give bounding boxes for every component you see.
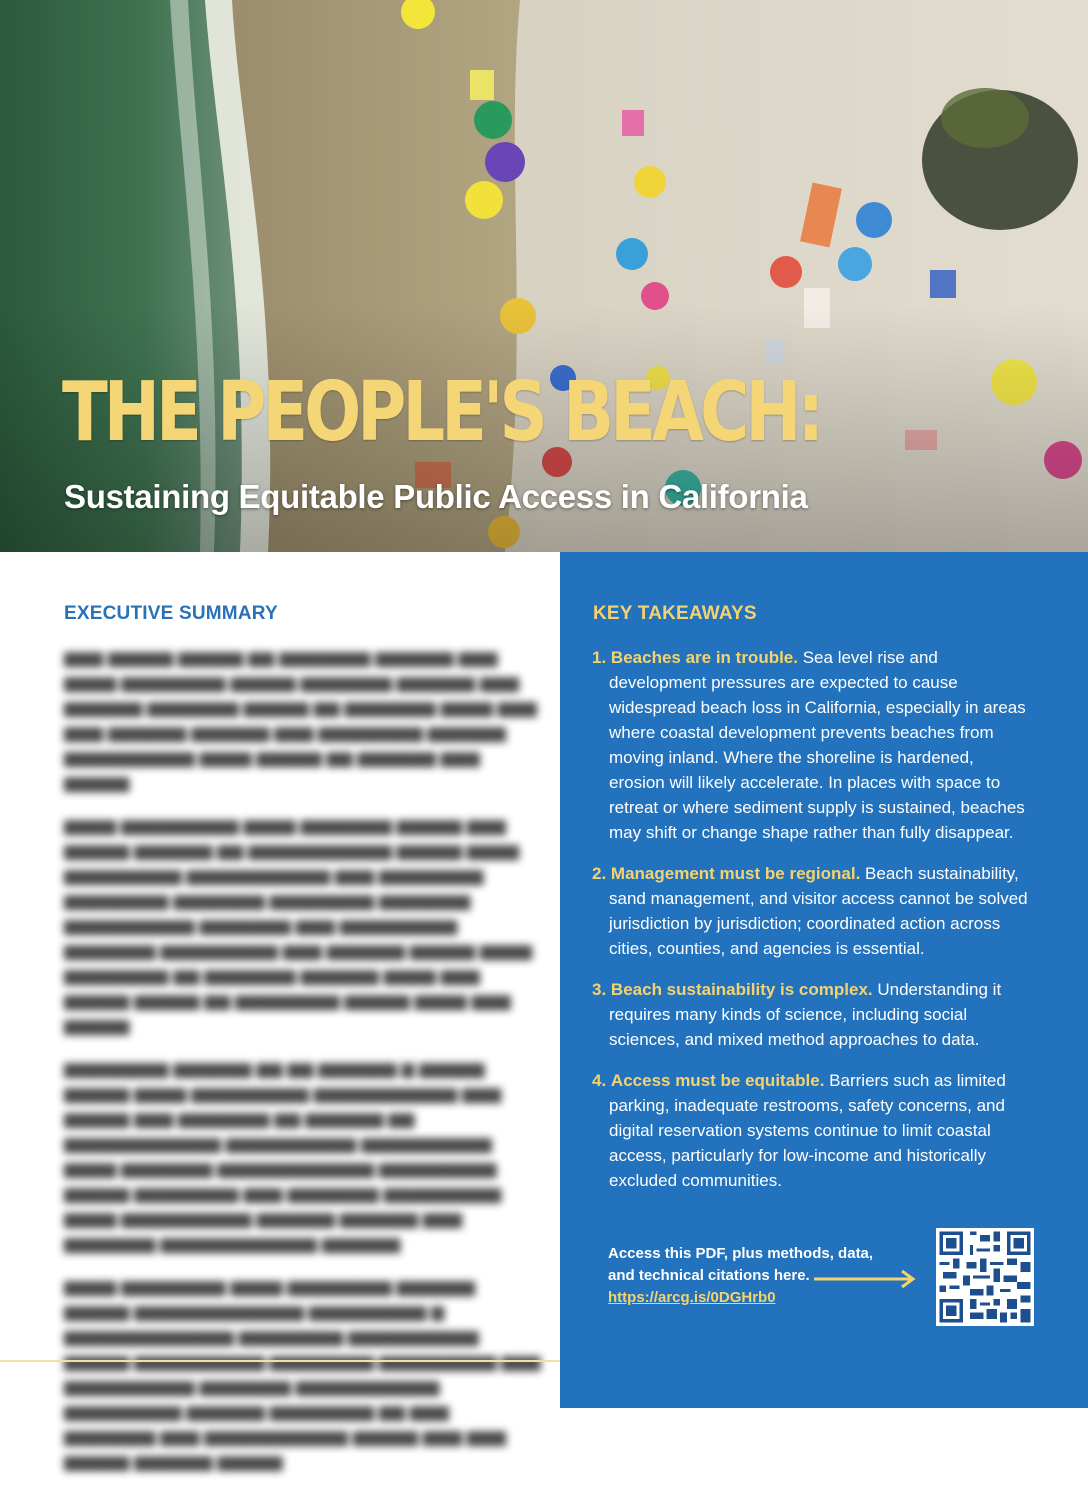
takeaway-item (590, 977, 1030, 1052)
report-title: THE PEOPLE'S BEACH: (62, 365, 821, 460)
takeaway-number: 3. (592, 980, 607, 999)
takeaway-text: Beach sustainability, sand management, and visitor access cannot be solved jurisdiction by jurisdiction; coordinated action across cities, counties, and agencies is essential. (609, 864, 1028, 958)
takeaway-text: Understanding it requires many kinds of science, including social sciences, and mixed method approaches to data. (609, 980, 1002, 1049)
takeaway-lead: Management must be regional. (610, 864, 861, 883)
qr-code-icon[interactable] (936, 1228, 1034, 1326)
takeaway-item (590, 645, 1030, 845)
executive-summary-heading: EXECUTIVE SUMMARY (64, 603, 278, 624)
takeaway-lead: Access must be equitable. (610, 1071, 825, 1090)
takeaway-number: 1. (592, 648, 607, 667)
key-takeaways-heading: KEY TAKEAWAYS (593, 603, 757, 624)
takeaway-number: 2. (592, 864, 607, 883)
takeaway-text: Barriers such as limited parking, inadequate restrooms, safety concerns, and digital reservation systems continue to limit coastal access, particularly for low-income and historically excluded communities. (609, 1071, 1006, 1190)
takeaway-text: Sea level rise and development pressures are expected to cause widespread beach loss in California, especially in areas where coastal development prevents beaches from moving inland. Where the shoreline is hardened, erosion will likely accelerate. In places with space to retreat or where sediment supply is sustained, beaches may shift or change shape rather than fully disappear. (609, 648, 1026, 842)
access-line-1: Access this PDF, plus methods, data, (608, 1245, 874, 1262)
bottom-divider (0, 1360, 560, 1362)
hero-photo (0, 0, 1088, 552)
report-subtitle: Sustaining Equitable Public Access in California (64, 478, 808, 515)
executive-summary-body-redacted: ▆▆▆ ▆▆▆▆▆ ▆▆▆▆▆ ▆▆ ▆▆▆▆▆▆▆ ▆▆▆▆▆▆ ▆▆▆ ▆▆▆▆ ▆▆▆▆▆▆▆▆ ▆▆▆▆▆ ▆▆▆▆▆▆▆ ▆▆▆▆▆▆ ▆▆▆ ▆▆▆▆▆▆ ▆▆▆▆▆▆▆ ▆▆▆▆▆ ▆▆ ▆▆▆▆▆▆▆ ▆▆▆▆ ▆▆▆ ▆▆▆ ▆▆▆▆▆▆ ▆▆▆▆▆▆ ▆▆▆ ▆▆▆▆▆▆▆▆ ▆▆▆▆▆▆ ▆▆▆▆▆▆▆▆▆▆ ▆▆▆▆ ▆▆▆▆▆ ▆▆ ▆▆▆▆▆▆ ▆▆▆ ▆▆▆▆▆ ▆▆▆▆ ▆▆▆▆▆▆▆▆▆ ▆▆▆▆ ▆▆▆▆▆▆▆ ▆▆▆▆▆ ▆▆▆ ▆▆▆▆▆ ▆▆▆▆▆▆ ▆▆ ▆▆▆▆▆▆▆▆▆▆▆ ▆▆▆▆▆ ▆▆▆▆ ▆▆▆▆▆▆▆▆▆ ▆▆▆▆▆▆▆▆▆▆▆ ▆▆▆ ▆▆▆▆▆▆▆▆ ▆▆▆▆▆▆▆▆ ▆▆▆▆▆▆▆ ▆▆▆▆▆▆▆▆ ▆▆▆▆▆▆▆ ▆▆▆▆▆▆▆▆▆▆ ▆▆▆▆▆▆▆ ▆▆▆ ▆▆▆▆▆▆▆▆▆ ▆▆▆▆▆▆▆ ▆▆▆▆▆▆▆▆▆ ▆▆▆ ▆▆▆▆▆▆ ▆▆▆▆▆ ▆▆▆▆ ▆▆▆▆▆▆▆▆ ▆▆ ▆▆▆▆▆▆▆ ▆▆▆▆▆▆ ▆▆▆▆ ▆▆▆ ▆▆▆▆▆ ▆▆▆▆▆ ▆▆ ▆▆▆▆▆▆▆▆ ▆▆▆▆▆ ▆▆▆▆ ▆▆▆ ▆▆▆▆▆ ▆▆▆▆▆▆▆▆ ▆▆▆▆▆▆ ▆▆ ▆▆ ▆▆▆▆▆▆ ▆ ▆▆▆▆▆ ▆▆▆▆▆ ▆▆▆▆ ▆▆▆▆▆▆▆▆▆ ▆▆▆▆▆▆▆▆▆▆▆ ▆▆▆ ▆▆▆▆▆ ▆▆▆ ▆▆▆▆▆▆▆ ▆▆ ▆▆▆▆▆▆ ▆▆ ▆▆▆▆▆▆▆▆▆▆▆▆ ▆▆▆▆▆▆▆▆▆▆ ▆▆▆▆▆▆▆▆▆▆ ▆▆▆▆ ▆▆▆▆▆▆▆ ▆▆▆▆▆▆▆▆▆▆▆▆ ▆▆▆▆▆▆▆▆▆ ▆▆▆▆▆ ▆▆▆▆▆▆▆▆ ▆▆▆ ▆▆▆▆▆▆▆ ▆▆▆▆▆▆▆▆▆ ▆▆▆▆ ▆▆▆▆▆▆▆▆▆▆ ▆▆▆▆▆▆ ▆▆▆▆▆▆ ▆▆▆ ▆▆▆▆▆▆▆ ▆▆▆▆▆▆▆▆▆▆▆▆ ▆▆▆▆▆▆ ▆▆▆▆ ▆▆▆▆▆▆▆▆ ▆▆▆▆ ▆▆▆▆▆▆▆▆ ▆▆▆▆▆▆ ▆▆▆▆▆ ▆▆▆▆▆▆▆▆▆▆▆▆▆ ▆▆▆▆▆▆▆▆▆ ▆ ▆▆▆▆▆▆▆▆▆▆▆▆▆ ▆▆▆▆▆▆▆▆ ▆▆▆▆▆▆▆▆▆▆ ▆▆▆▆▆▆▆▆▆▆ ▆▆▆▆▆▆▆ ▆▆▆▆▆▆▆▆▆▆▆ ▆▆▆▆▆▆▆▆▆ ▆▆▆▆▆▆ ▆▆▆▆▆▆▆▆ ▆▆ ▆▆▆ ▆▆▆▆▆▆▆ ▆▆▆ ▆▆▆▆▆▆▆▆▆▆▆ ▆▆▆▆▆ ▆▆▆ ▆▆▆ ▆▆▆▆▆ ▆▆▆▆▆▆ ▆▆▆▆▆ (64, 648, 537, 1471)
beach-aerial-image (0, 0, 1088, 552)
key-takeaways-list (590, 645, 1030, 1209)
takeaway-item (590, 1068, 1030, 1193)
access-line-2: and technical citations here. (608, 1267, 810, 1284)
takeaway-item (590, 861, 1030, 961)
takeaway-lead: Beaches are in trouble. (610, 648, 798, 667)
arrow-right-icon (814, 1269, 918, 1289)
takeaway-number: 4. (592, 1071, 607, 1090)
access-link[interactable]: https://arcg.is/0DGHrb0 (608, 1289, 776, 1306)
takeaway-lead: Beach sustainability is complex. (610, 980, 873, 999)
